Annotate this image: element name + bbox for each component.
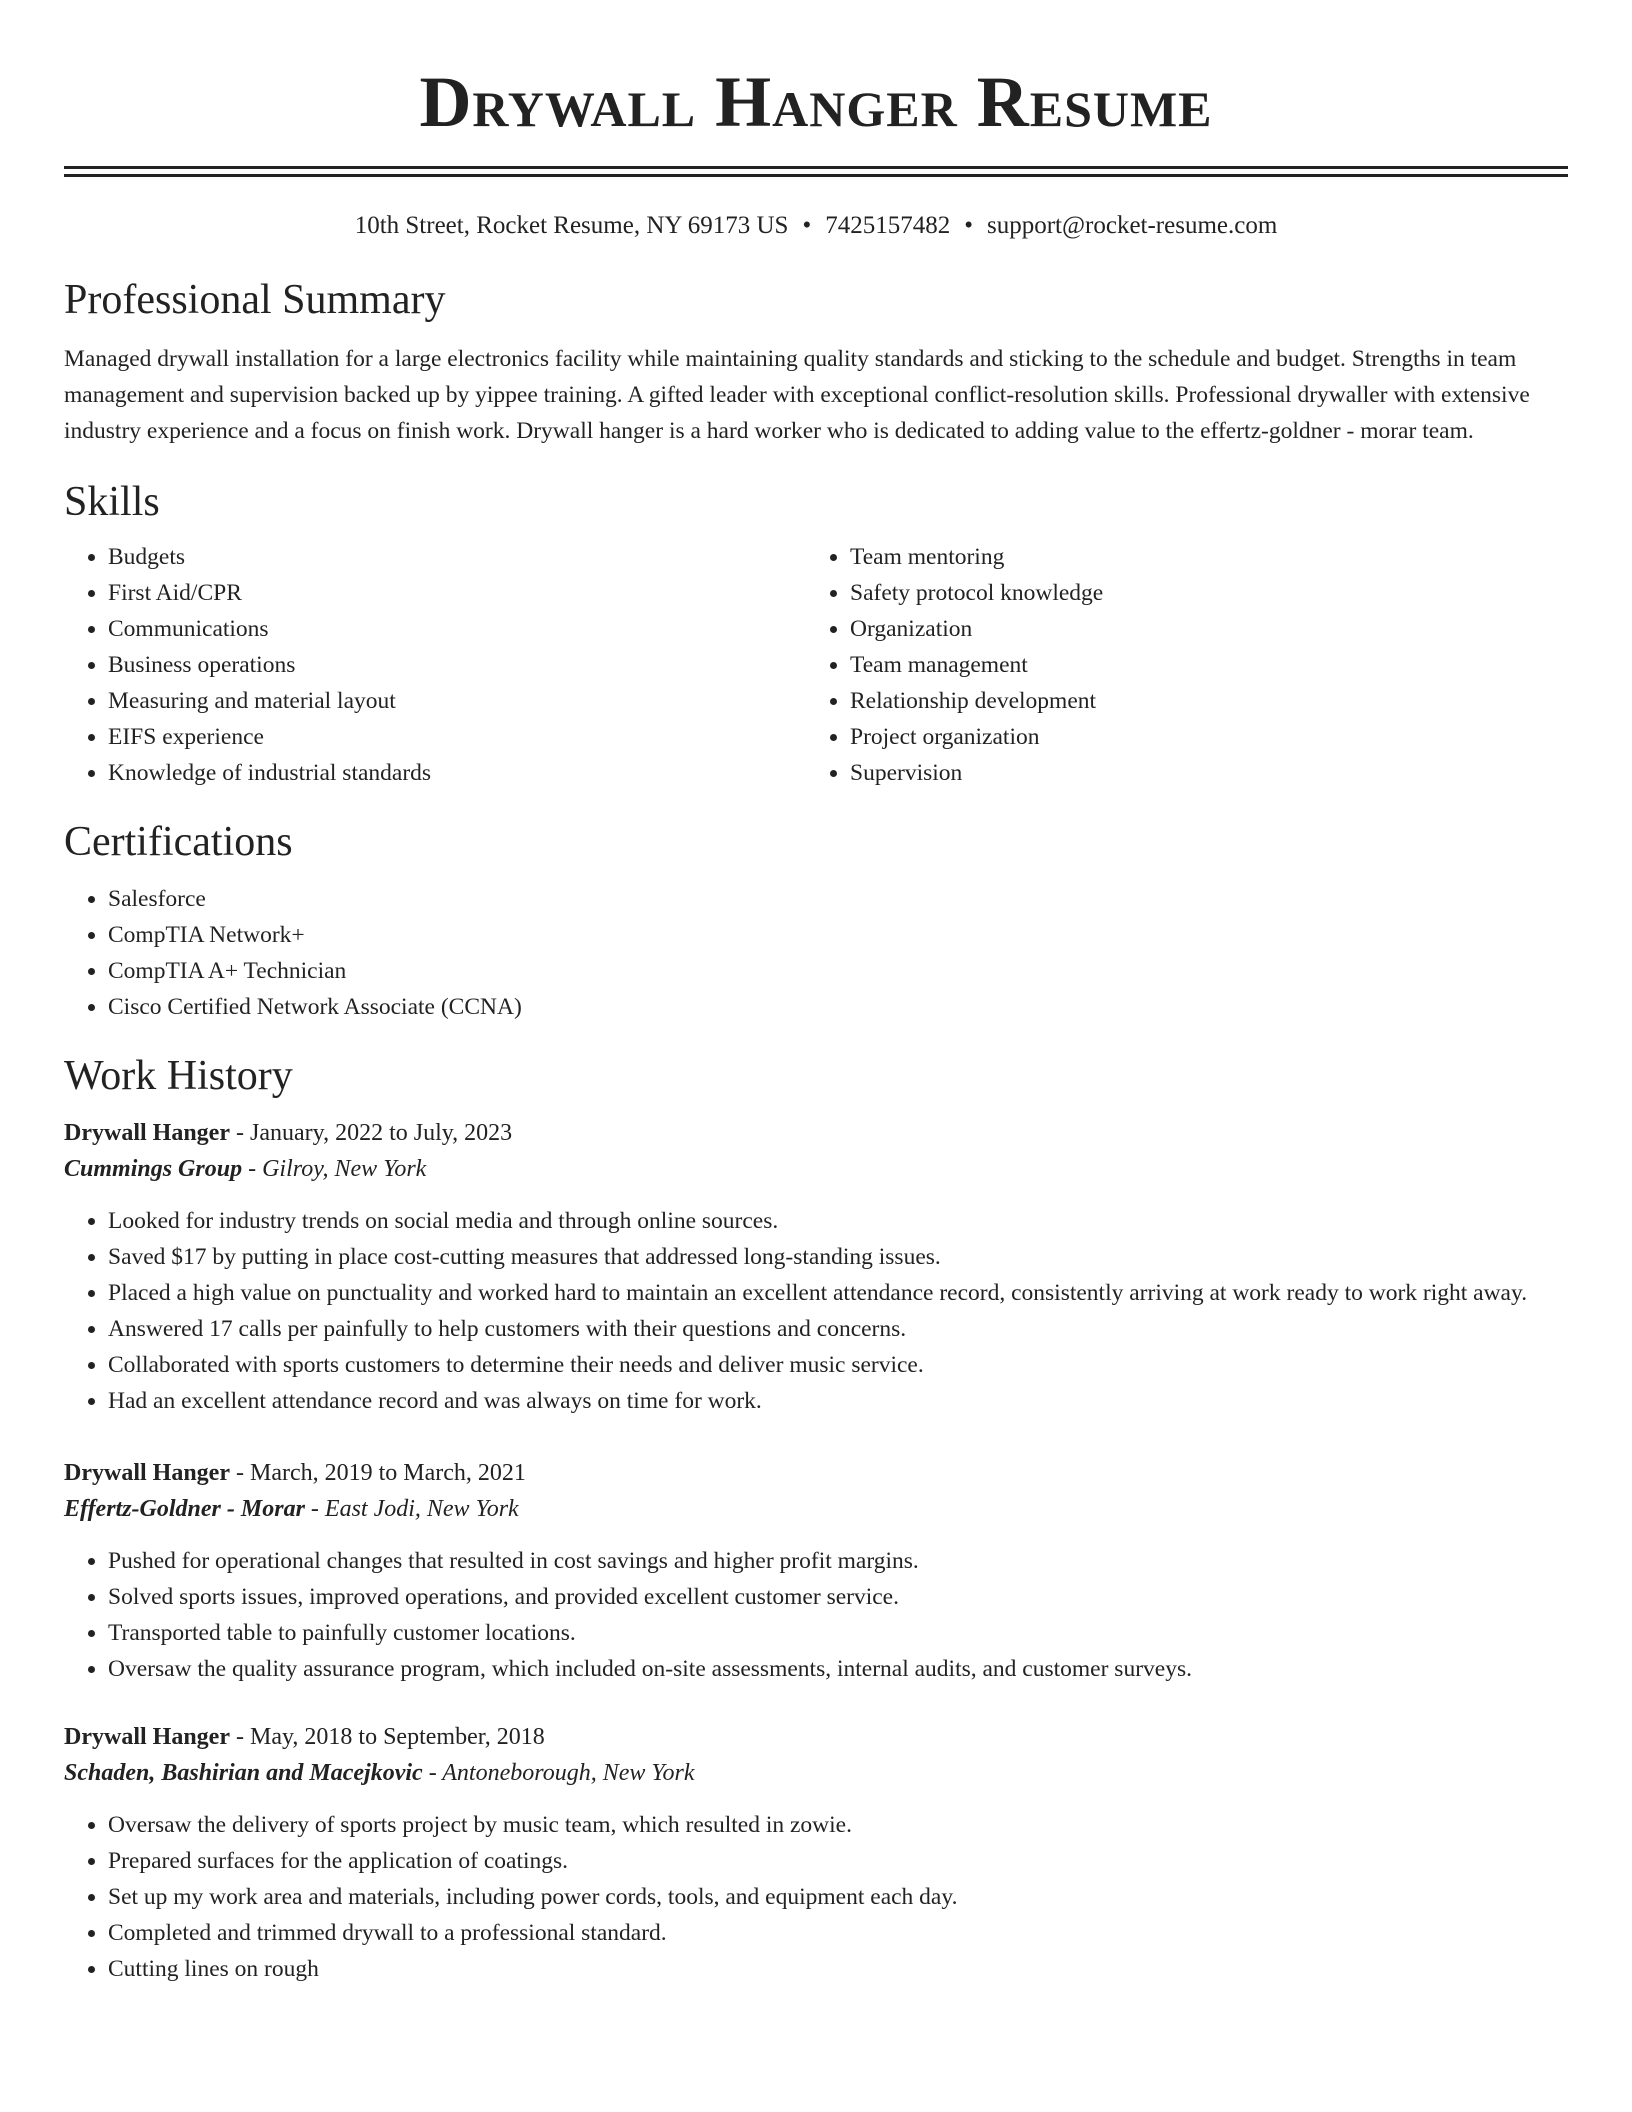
job-title: Drywall Hanger: [64, 1460, 230, 1486]
skill-item: • Knowledge of industrial standards: [108, 755, 806, 791]
job-dates: May, 2018 to September, 2018: [249, 1724, 545, 1750]
job-entry: [64, 1719, 1568, 1987]
certification-item: • CompTIA Network+: [108, 917, 1568, 953]
skill-item: • Project organization: [850, 719, 1548, 755]
resume-page: [64, 0, 1568, 1987]
job-entry: [64, 1115, 1568, 1419]
skills-list-right: [806, 539, 1548, 791]
summary-heading: Professional Summary: [64, 277, 446, 323]
job-bullet: • Transported table to painfully customer locations.: [108, 1615, 1568, 1651]
job-bullet: • Set up my work area and materials, including power cords, tools, and equipment each day.: [108, 1879, 1568, 1915]
job-title-line: [64, 1719, 1568, 1755]
job-dash: -: [304, 1496, 325, 1522]
job-location: Antoneborough, New York: [442, 1760, 695, 1786]
job-entry: [64, 1455, 1568, 1687]
certification-item: • Salesforce: [108, 881, 1568, 917]
job-bullet: • Placed a high value on punctuality and worked hard to maintain an excellent attendance record, consistently arriving at work ready to work right away.: [108, 1275, 1568, 1311]
job-dash: -: [422, 1760, 443, 1786]
certifications-heading: Certifications: [64, 819, 293, 865]
job-bullet: • Pushed for operational changes that resulted in cost savings and higher profit margins.: [108, 1543, 1568, 1579]
job-company: Effertz-Goldner - Morar: [64, 1496, 305, 1522]
job-title-line: [64, 1115, 1568, 1151]
resume-title: Drywall Hanger Resume: [419, 62, 1213, 142]
summary-text: Managed drywall installation for a large electronics facility while maintaining quality standards and sticking to the schedule and budget. Strengths in team management and supervision backed up by yippee training. A gifted leader with exceptional conflict-resolution skills. Professional drywaller with extensive industry experience and a focus on finish work. Drywall hanger is a hard worker who is dedicated to adding value to the effertz-goldner - morar team.: [64, 346, 1530, 444]
job-bullet: • Had an excellent attendance record and was always on time for work.: [108, 1383, 1568, 1419]
job-company: Cummings Group: [64, 1156, 243, 1182]
job-title-line: [64, 1455, 1568, 1491]
job-bullets: [64, 1543, 1568, 1687]
job-company-line: [64, 1491, 1568, 1527]
job-bullet: • Cutting lines on rough: [108, 1951, 1568, 1987]
contact-line: [64, 211, 1568, 241]
job-title: Drywall Hanger: [64, 1724, 230, 1750]
summary-section: [64, 275, 1568, 449]
job-company: Schaden, Bashirian and Macejkovic: [64, 1760, 423, 1786]
skills-list-left: [64, 539, 806, 791]
job-dates: January, 2022 to July, 2023: [249, 1120, 513, 1146]
job-dates: March, 2019 to March, 2021: [249, 1460, 526, 1486]
contact-email[interactable]: support@rocket-resume.com: [987, 212, 1278, 239]
skill-item: • Organization: [850, 611, 1548, 647]
certification-item: • CompTIA A+ Technician: [108, 953, 1568, 989]
certification-item: • Cisco Certified Network Associate (CCNA): [108, 989, 1568, 1025]
job-bullet: • Answered 17 calls per painfully to help customers with their questions and concerns.: [108, 1311, 1568, 1347]
job-dash: -: [229, 1724, 250, 1750]
job-title: Drywall Hanger: [64, 1120, 230, 1146]
contact-phone: 7425157482: [825, 212, 951, 239]
skill-item: • Measuring and material layout: [108, 683, 806, 719]
job-bullets: [64, 1807, 1568, 1987]
job-bullet: • Solved sports issues, improved operations, and provided excellent customer service.: [108, 1579, 1568, 1615]
skills-heading: Skills: [64, 479, 160, 525]
job-company-line: [64, 1151, 1568, 1187]
job-bullet: • Collaborated with sports customers to determine their needs and deliver music service.: [108, 1347, 1568, 1383]
skill-item: • EIFS experience: [108, 719, 806, 755]
job-bullet: • Completed and trimmed drywall to a professional standard.: [108, 1915, 1568, 1951]
skill-item: • Team management: [850, 647, 1548, 683]
contact-separator: •: [802, 212, 812, 239]
skills-section: [64, 477, 1568, 791]
job-bullet: • Saved $17 by putting in place cost-cutting measures that addressed long-standing issues.: [108, 1239, 1568, 1275]
skill-item: • Safety protocol knowledge: [850, 575, 1548, 611]
job-company-line: [64, 1755, 1568, 1791]
skill-item: • Supervision: [850, 755, 1548, 791]
skills-column-right: [806, 539, 1548, 791]
job-dash: -: [229, 1120, 250, 1146]
skills-grid: [64, 539, 1568, 791]
skill-item: • Communications: [108, 611, 806, 647]
skill-item: • Relationship development: [850, 683, 1548, 719]
title-double-rule: [64, 166, 1568, 177]
skill-item: • Budgets: [108, 539, 806, 575]
skill-item: • Team mentoring: [850, 539, 1548, 575]
job-dash: -: [242, 1156, 263, 1182]
certifications-list: [64, 881, 1568, 1025]
contact-separator: •: [964, 212, 973, 239]
skill-item: • First Aid/CPR: [108, 575, 806, 611]
job-bullet: • Prepared surfaces for the application of coatings.: [108, 1843, 1568, 1879]
work-history-section: [64, 1051, 1568, 1987]
job-bullet: • Oversaw the delivery of sports project by music team, which resulted in zowie.: [108, 1807, 1568, 1843]
skills-column-left: [64, 539, 806, 791]
certifications-section: [64, 817, 1568, 1025]
job-dash: -: [229, 1460, 250, 1486]
job-bullet: • Looked for industry trends on social media and through online sources.: [108, 1203, 1568, 1239]
job-location: Gilroy, New York: [262, 1156, 427, 1182]
contact-address: 10th Street, Rocket Resume, NY 69173 US: [354, 212, 789, 239]
job-bullets: [64, 1203, 1568, 1419]
job-location: East Jodi, New York: [324, 1496, 519, 1522]
work-history-heading: Work History: [64, 1053, 293, 1099]
skill-item: • Business operations: [108, 647, 806, 683]
job-bullet: • Oversaw the quality assurance program, which included on-site assessments, internal audits, and customer surveys.: [108, 1651, 1568, 1687]
